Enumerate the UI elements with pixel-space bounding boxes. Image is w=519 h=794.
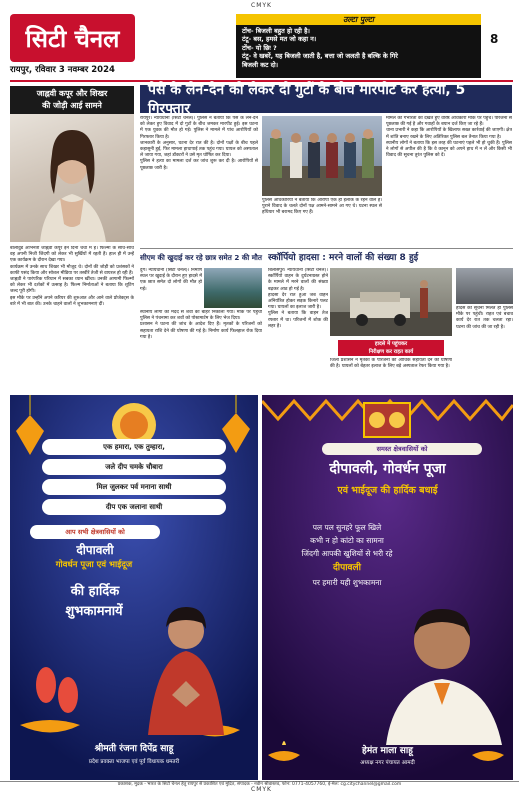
dateline: रायपुर, रविवार 3 नवम्बर 2024 <box>10 65 115 75</box>
ad1-greeting-line: आप सभी क्षेत्रवासियों को <box>30 525 160 539</box>
side-story-title <box>10 86 134 114</box>
caption-box <box>338 340 444 356</box>
lead-story-body-1: रायपुर। न्यायधानी (सिटी चैनल)। पुलिस ने बताया कि पैसे के लेन-देन को लेकर हुए विवाद में दो गुटों के बीच जमकर मारपीट हुई। इस घटना में एक युवक की मौत हो गई। पुलिस ने मामले में पांच आरोपियों को गिरफ्तार किया है। जानकारी के अनुसार, घटना देर रात की है। दोनों पक्षों के बीच पहले कहासुनी हुई, फिर मामला हाथापाई तक पहुंच गया। घायल को अस्पताल ले जाया गया, जहां डॉक्टरों ने उसे मृत घोषित कर दिया। पुलिस ने हत्या का मामला दर्ज कर जांच शुरू कर दी है। आरोपियों से पूछताछ जारी है। <box>140 116 258 171</box>
story3-body-3: हादसे की सूचना मिलते ही पुलिस मौके पर पहुंची। राहत एवं बचाव कार्य देर रात तक चलता रहा। घटना की जांच की जा रही है। <box>456 306 513 330</box>
ad2-greeting-line: समस्त क्षेत्रवासियों को <box>322 443 482 455</box>
ad2-poem <box>272 521 422 589</box>
ad1-poem-line: एक हमारा, एक तुम्हारा, <box>42 439 226 455</box>
story3-photo <box>330 268 452 336</box>
side-story-photo <box>10 114 134 242</box>
side-story-title-line: की जोड़ी आई सामने <box>42 101 102 110</box>
flash-item: टंटू- वे खबरें, यह बिजली जाती है, बत्ता जो जलती है बल्कि के गिरे <box>242 52 398 61</box>
imprint-footer: प्रकाशक, मुद्रक - भारत के सिटी चैनल हेतु रायपुर से प्रकाशित एवं मुद्रित, संपादक - नवीन श्रीवास्तव, फोन: 0771-4057760, ई-मेल: cg.citychannel@gmail.com <box>0 781 519 794</box>
ad1-festival-2: गोवर्धन पूजा एवं भाईदूज <box>55 560 133 570</box>
flash-item: टंटू- बस, हमसे मत जो कहा न। <box>242 35 317 44</box>
registration-mark-bottom: CMYK <box>251 786 272 793</box>
ad2-title: दीपावली, गोवर्धन पूजा <box>329 461 446 477</box>
flash-item: टोंच- बिजली बहुत हो रही है। <box>242 27 310 35</box>
section-divider <box>140 248 513 249</box>
ad1-poem-line: जले दीप चमके चौबारा <box>42 459 226 475</box>
flash-box <box>236 14 481 78</box>
story3-inset-photo <box>456 268 513 304</box>
masthead-logo: सिटी चैनल <box>10 14 135 62</box>
story3-headline: स्कॉर्पियो हादसा : मरने वालों की संख्या 8 हुई <box>268 253 419 263</box>
flash-item: बिजली कट दो। <box>242 60 279 69</box>
story2-photo <box>204 268 262 308</box>
ad1-poem-line: मिल जुलकर पर्व मनाना साथी <box>42 479 226 495</box>
story3-body-1: बिलासपुर। न्यायधानी (सिटी चैनल)। स्कॉर्पियो वाहन के दुर्घटनाग्रस्त होने के मामले में मरने वालों की संख्या बढ़कर आठ हो गई है। हादसा देर रात हुआ जब वाहन अनियंत्रित होकर सड़क किनारे पलट गया। घायलों का इलाज जारी है। पुलिस ने बताया कि वाहन तेज रफ्तार में था। परिजनों में शोक की लहर है। <box>268 268 328 329</box>
ad2-poem-line: कभी न हो कांटो का सामना <box>310 536 384 545</box>
ad1-wish-2: शुभकामनायें <box>65 604 123 619</box>
page-number: 8 <box>490 32 499 46</box>
lead-story-body-2: पुलिस अधिकारियों ने बताया कि आरोपी एक ही इलाके के रहने वाले हैं। पुराने विवाद के चलते दोनों पक्ष आमने-सामने आ गए थे। घटना स्थल से हथियार भी बरामद किए गए हैं। <box>262 198 382 216</box>
ad2-poem-line: पल पल सुनहरे फूल खिले <box>312 523 382 532</box>
ad2-designation: अध्यक्ष नगर पंचायत आमदी <box>360 760 415 766</box>
story2-body-2: स्थानीय लोगों की मदद से शवों को बाहर निकाला गया। मौके पर पहुंची पुलिस ने पंचनामा कर शवों को पोस्टमार्टम के लिए भेज दिया। प्रशासन ने घटना की जांच के आदेश दिए हैं। मृतकों के परिजनों को सहायता राशि देने की घोषणा की गई है। निर्माण कार्य फिलहाल रोक दिया गया है। <box>140 310 262 340</box>
caption-line: निरीक्षण कर राहत कार्य <box>368 349 414 355</box>
story2-body-1: दुर्ग। न्यायधानी (सिटी चैनल)। निर्माण स्थल पर खुदाई के दौरान हुए हादसे में एक छात्र समेत दो लोगों की मौत हो गई। <box>140 268 202 292</box>
story2-headline: सीएम की खुदाई कर रहे छात्र समेत 2 की मौत <box>140 253 262 262</box>
ad1-designation: प्रदेश प्रवक्ता भाजपा एवं पूर्व विधायक धमतरी <box>88 759 180 765</box>
caption-line: हादसे में पहुंचकर <box>374 341 408 347</box>
flash-list <box>242 27 478 69</box>
ad1-poem-line: दीप एक जलाना साथी <box>42 499 226 515</box>
story3-body-2: जिला प्रशासन ने मृतकों के परिजनों को आर्थिक सहायता देने की घोषणा की है। घायलों को बेहतर इलाज के लिए बड़े अस्पताल रेफर किया गया है। <box>330 358 452 370</box>
registration-mark-top: CMYK <box>251 2 272 9</box>
ad1-festival-1: दीपावली <box>76 543 114 557</box>
lead-story-body-3: मामले की गंभीरता को देखते हुए वरिष्ठ अधिकारी मौके पर पहुंचे। परिजनों से पूछताछ की गई है और गवाहों के बयान दर्ज किए जा रहे हैं। थाना प्रभारी ने कहा कि आरोपियों के खिलाफ सख्त कार्रवाई की जाएगी। क्षेत्र में शांति बनाए रखने के लिए अतिरिक्त पुलिस बल तैनात किया गया है। स्थानीय लोगों ने बताया कि इस तरह की घटनाएं पहले भी हो चुकी हैं। पुलिस ने लोगों से अपील की है कि वे कानून को अपने हाथ में न लें और किसी भी विवाद की सूचना तुरंत पुलिस को दें। <box>386 116 512 159</box>
ad2-name: हेमंत माला साहू <box>362 746 413 756</box>
ad2-poem-line: पर हमारी यही शुभकामना <box>312 578 382 587</box>
side-story-body: बॉलीवुड अभिनेत्री जाह्नवी कपूर इन दिनों चर्चा में हैं। फिल्मों के साथ-साथ वह अपनी निजी जिंदगी को लेकर भी सुर्खियों में रहती हैं। हाल ही में उन्हें एक कार्यक्रम के दौरान देखा गया। कार्यक्रम में उनके साथ शिखर भी मौजूद थे। दोनों की जोड़ी को प्रशंसकों ने काफी पसंद किया और सोशल मीडिया पर तस्वीरें तेजी से वायरल हो रही हैं। जाह्नवी ने पारंपरिक परिधान में सबका ध्यान खींचा। उनकी आगामी फिल्मों को लेकर भी दर्शकों में उत्साह है। फिल्म निर्माताओं ने बताया कि शूटिंग जल्द पूरी होगी। इस मौके पर उन्होंने अपने करियर की शुरुआत और आने वाले प्रोजेक्ट्स के बारे में भी बात की। उनके चाहने वालों ने शुभकामनाएं दीं। <box>10 246 134 307</box>
ad2-poem-line: जिंदगी आपकी खुशियों से भरी रहे <box>301 549 393 558</box>
ad2-poem-line: दीपावली <box>333 563 361 573</box>
ad1-name: श्रीमती रंजना दिपेंद्र साहू <box>94 744 174 754</box>
advertisement-diwali-1 <box>10 395 258 780</box>
side-story-title-line: जाह्नवी कपूर और शिखर <box>36 89 108 98</box>
advertisement-diwali-2 <box>262 395 513 780</box>
flash-item: टोंच- यो छिः ? <box>242 43 277 52</box>
lead-story-photo <box>262 116 382 196</box>
ad2-subtitle: एवं भाईदूज की हार्दिक बधाई <box>337 485 438 496</box>
ad1-wish-1: की हार्दिक <box>70 584 120 599</box>
lead-headline: पैसे के लेन-देन को लेकर दो गुटों के बीच मारपीट कर हत्या, 5 गिरफ्तार <box>140 85 512 113</box>
flash-heading: उल्टा पुल्टा <box>236 14 481 25</box>
